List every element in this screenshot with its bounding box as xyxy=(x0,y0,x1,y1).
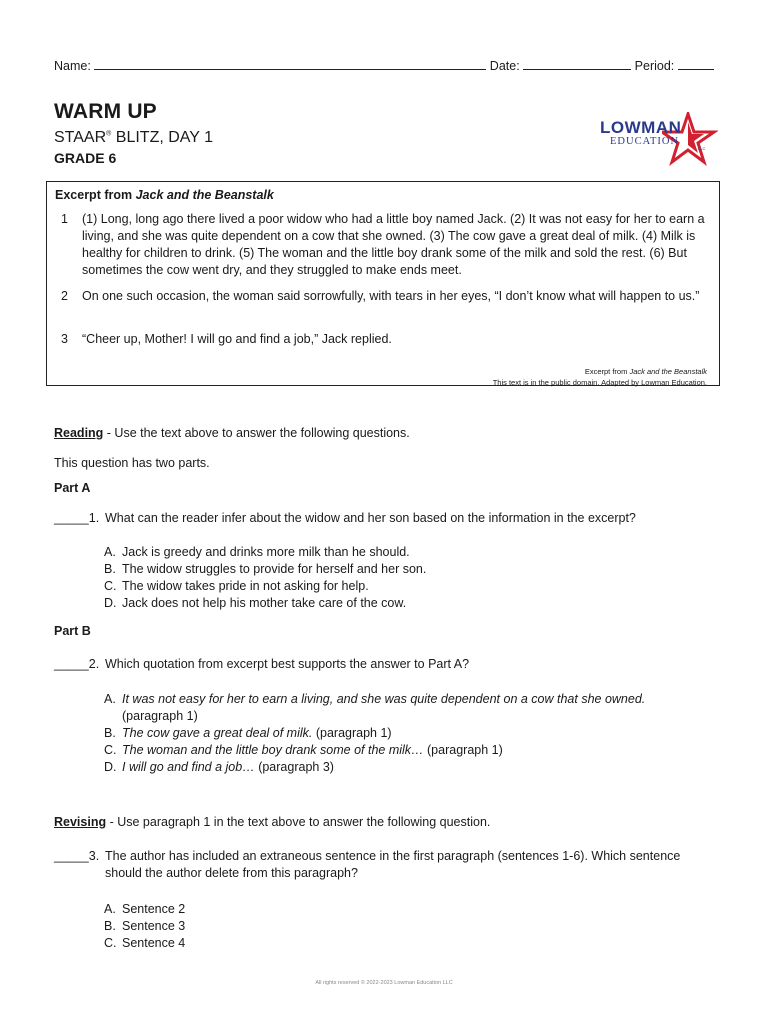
paragraph-text: “Cheer up, Mother! I will go and find a job,” Jack replied. xyxy=(82,332,392,346)
option-c[interactable] xyxy=(104,742,704,759)
option-letter: C. xyxy=(104,936,117,950)
option-letter: A. xyxy=(104,902,116,916)
passage-title xyxy=(55,188,274,202)
name-field[interactable] xyxy=(94,58,486,70)
option-text: Sentence 2 xyxy=(122,902,186,916)
option-b[interactable] xyxy=(104,725,704,742)
question-1 xyxy=(54,510,714,527)
option-quote: It was not easy for her to earn a living, and she was quite dependent on a cow that she owned. xyxy=(122,692,646,706)
question-number[interactable]: _____3. xyxy=(54,849,100,863)
option-letter: A. xyxy=(104,692,116,706)
option-a[interactable] xyxy=(104,901,704,918)
option-ref: (paragraph 1) xyxy=(122,709,198,723)
paragraph-3 xyxy=(61,331,705,348)
name-label: Name: xyxy=(54,59,91,73)
subtitle-post: BLITZ, DAY 1 xyxy=(111,129,213,146)
part-b-label: Part B xyxy=(54,624,91,638)
part-a-label: Part A xyxy=(54,481,91,495)
date-label: Date: xyxy=(489,59,520,73)
source-line2: This text is in the public domain. Adapted by Lowman Education. xyxy=(492,378,707,387)
option-b[interactable] xyxy=(104,918,704,935)
logo-line3: LLC xyxy=(698,146,706,151)
option-quote: The woman and the little boy drank some of the milk… xyxy=(122,743,424,757)
revising-instruction xyxy=(54,814,490,831)
option-text: The widow takes pride in not asking for help. xyxy=(122,579,369,593)
registered-mark: ® xyxy=(106,130,112,138)
page-subtitle xyxy=(54,129,213,147)
date-field[interactable] xyxy=(523,58,631,70)
grade-label: GRADE 6 xyxy=(54,150,117,166)
option-c[interactable] xyxy=(104,935,704,952)
option-text: Jack is greedy and drinks more milk than he should. xyxy=(122,545,410,559)
option-ref: (paragraph 1) xyxy=(312,726,392,740)
option-quote: I will go and find a job… xyxy=(122,760,255,774)
revising-instruction-text: - Use paragraph 1 in the text above to answer the following question. xyxy=(106,815,491,829)
option-a[interactable] xyxy=(104,544,704,561)
page-title: WARM UP xyxy=(54,100,157,123)
option-text: Jack does not help his mother take care of the cow. xyxy=(122,596,407,610)
option-letter: D. xyxy=(104,760,117,774)
passage-box xyxy=(46,181,720,386)
option-letter: B. xyxy=(104,726,116,740)
lowman-education-logo xyxy=(600,112,720,168)
source-italic: Jack and the Beanstalk xyxy=(629,367,707,376)
logo-line1: LOWMAN xyxy=(600,118,682,137)
question-2-options xyxy=(104,691,704,776)
option-letter: A. xyxy=(104,545,116,559)
passage-title-italic: Jack and the Beanstalk xyxy=(135,188,274,202)
paragraph-number: 2 xyxy=(61,289,68,303)
question-3 xyxy=(54,848,714,882)
question-text: What can the reader infer about the widow and her son based on the information in the excerpt? xyxy=(105,511,636,525)
paragraph-number: 3 xyxy=(61,332,68,346)
question-text: The author has included an extraneous sentence in the first paragraph (sentences 1-6). Which sentence should the author delete from this paragraph? xyxy=(105,849,681,880)
paragraph-2 xyxy=(61,288,705,305)
subtitle-pre: STAAR xyxy=(54,129,107,146)
question-1-options xyxy=(104,544,704,612)
option-letter: C. xyxy=(104,743,117,757)
paragraph-1 xyxy=(61,211,705,279)
option-d[interactable] xyxy=(104,595,704,612)
period-label: Period: xyxy=(634,59,675,73)
option-quote: The cow gave a great deal of milk. xyxy=(122,726,313,740)
option-a[interactable] xyxy=(104,691,704,725)
option-ref: (paragraph 3) xyxy=(254,760,334,774)
question-number[interactable]: _____1. xyxy=(54,511,100,525)
two-parts-note: This question has two parts. xyxy=(54,456,210,470)
paragraph-text: (1) Long, long ago there lived a poor widow who had a little boy named Jack. (2) It was not easy for her to earn a living, and she was quite dependent on a cow that she owned. (3) The cow gave a great deal of milk. (4) Milk is healthy for children to drink. (5) The woman and the little boy drank some of the milk and sold the rest. (6) But sometimes the cow went dry, and they struggled to make ends meet. xyxy=(82,212,705,277)
option-letter: D. xyxy=(104,596,117,610)
option-letter: B. xyxy=(104,919,116,933)
passage-title-pre: Excerpt from xyxy=(55,188,136,202)
question-text: Which quotation from excerpt best supports the answer to Part A? xyxy=(105,657,470,671)
option-text: Sentence 3 xyxy=(122,919,186,933)
reading-instruction xyxy=(54,425,410,442)
question-3-options xyxy=(104,901,704,952)
option-b[interactable] xyxy=(104,561,704,578)
option-c[interactable] xyxy=(104,578,704,595)
logo-line2: EDUCATION xyxy=(610,136,680,147)
period-field[interactable] xyxy=(678,58,714,70)
option-letter: B. xyxy=(104,562,116,576)
copyright-footer: All rights reserved © 2022-2023 Lowman Education LLC xyxy=(315,980,453,986)
option-d[interactable] xyxy=(104,759,704,776)
option-text: The widow struggles to provide for herself and her son. xyxy=(122,562,427,576)
source-pre: Excerpt from xyxy=(584,367,630,376)
passage-source xyxy=(493,366,707,388)
revising-label: Revising xyxy=(54,815,107,829)
paragraph-number: 1 xyxy=(61,212,68,226)
question-number[interactable]: _____2. xyxy=(54,657,100,671)
reading-label: Reading xyxy=(54,426,104,440)
option-letter: C. xyxy=(104,579,117,593)
option-ref: (paragraph 1) xyxy=(423,743,503,757)
header-fields xyxy=(54,58,716,73)
option-text: Sentence 4 xyxy=(122,936,186,950)
paragraph-text: On one such occasion, the woman said sorrowfully, with tears in her eyes, “I don’t know what will happen to us.” xyxy=(82,289,700,303)
question-2 xyxy=(54,656,714,673)
reading-instruction-text: - Use the text above to answer the following questions. xyxy=(103,426,410,440)
